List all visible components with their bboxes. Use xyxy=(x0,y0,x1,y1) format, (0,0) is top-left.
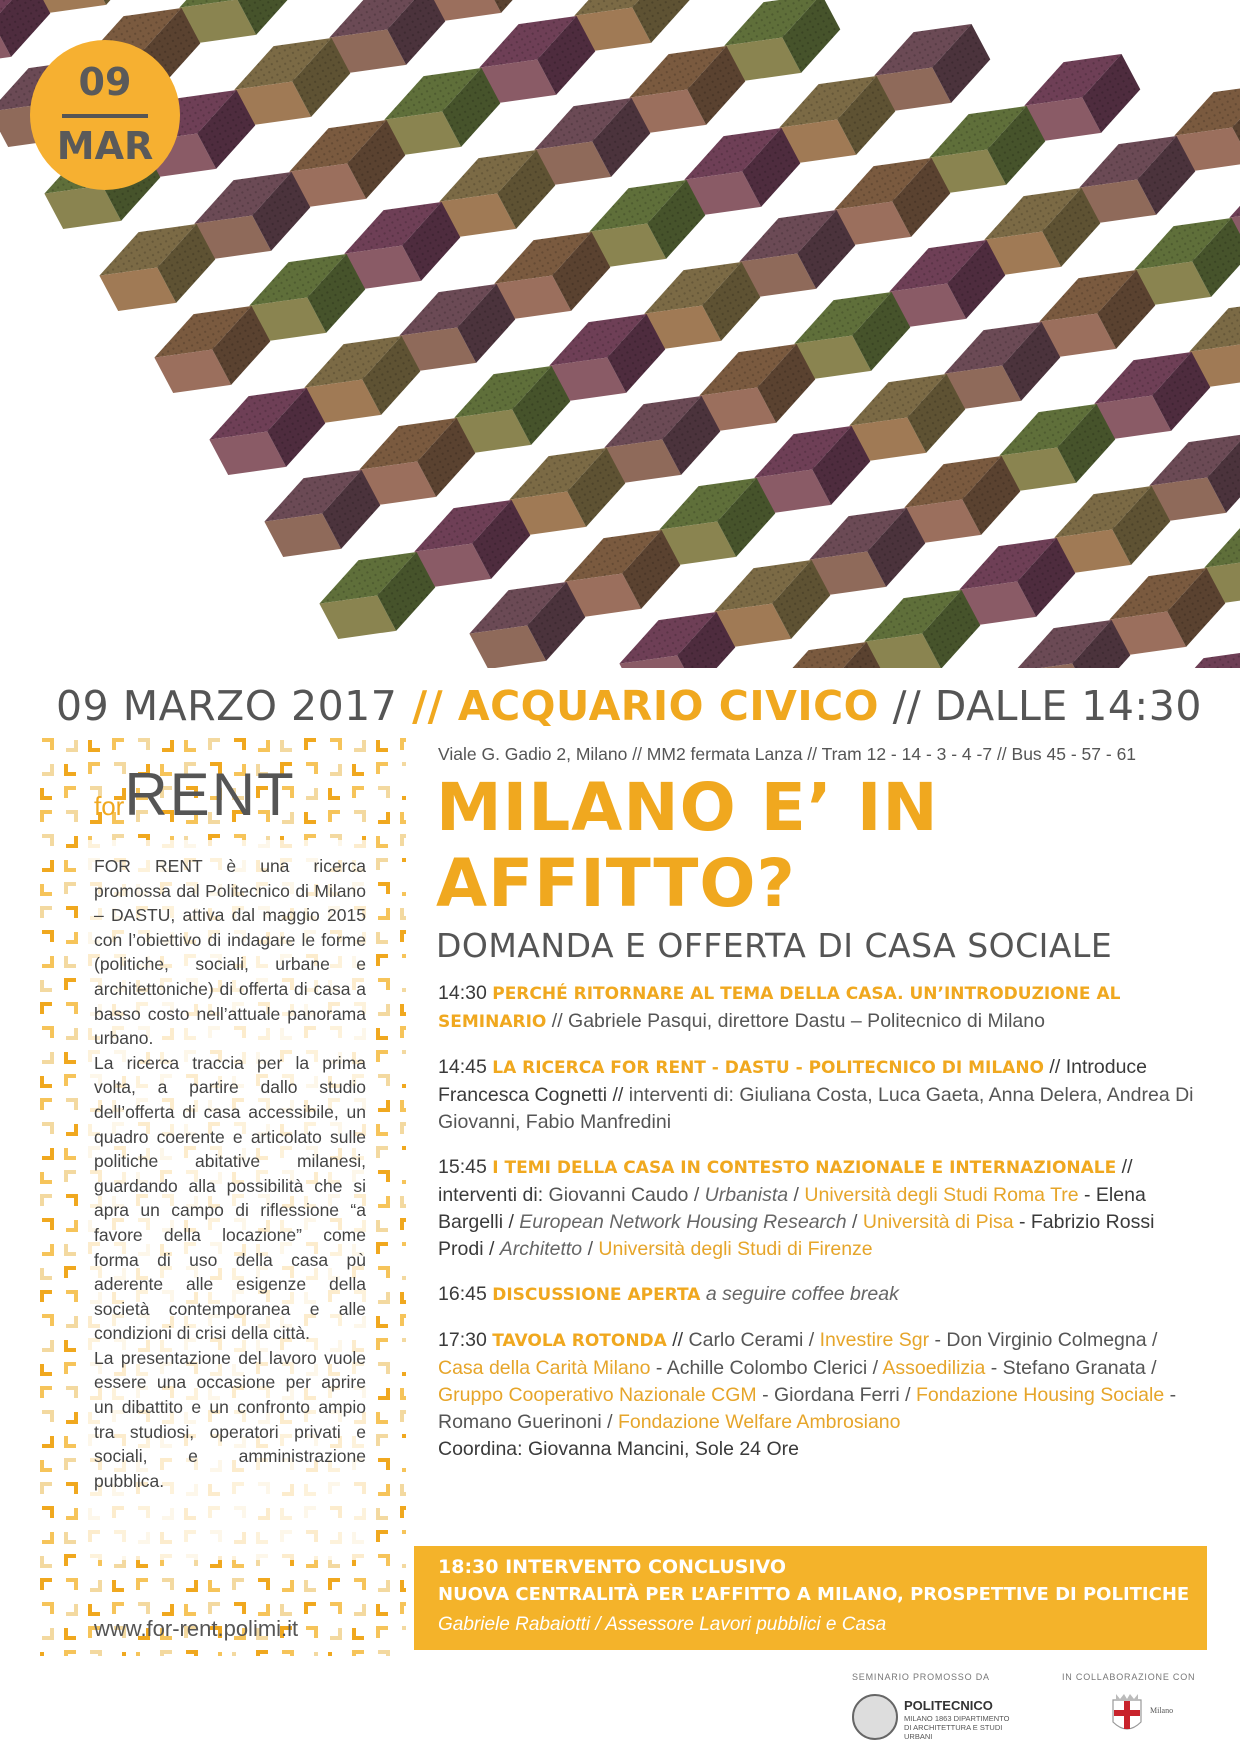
description-paragraph: FOR RENT è una ricerca promossa dal Politecnico di Milano – DASTU, attiva dal maggio 2015 con l’obiettivo di indagare le forme (politiche, sociali, urbane e architettoniche) di offerta di casa a basso costo nell’attuale panorama urbano. xyxy=(94,856,366,1049)
comune-milano-logo xyxy=(1110,1690,1230,1746)
event-venue: ACQUARIO CIVICO xyxy=(457,682,880,730)
description-paragraph: La ricerca traccia per la prima volta, a partire dallo studio dell’offerta di casa accessibile, un quadro coerente e articolato sulle politiche abitative milanesi, guardando alla possibilità che si apra un campo di riflessione “a favore della locazione” come forma di uso della casa pù aderente alle esigenze della società contemporanea e alle condizioni di crisi della città. xyxy=(94,1052,366,1344)
speaker: - Achille Colombo Clerici / xyxy=(650,1357,883,1379)
item-title: PERCHÉ RITORNARE AL TEMA DELLA CASA. UN’INTRODUZIONE AL SEMINARIO xyxy=(438,984,1121,1032)
item-title: TAVOLA ROTONDA xyxy=(492,1331,667,1351)
item-title: LA RICERCA FOR RENT - DASTU - POLITECNICO DI MILANO xyxy=(492,1058,1045,1078)
speaker-org: Università degli Studi Roma Tre xyxy=(804,1184,1079,1206)
speaker: - Romano Guerinoni / xyxy=(438,1384,1177,1433)
program-item xyxy=(438,1154,1198,1263)
project-description xyxy=(94,854,366,1493)
speaker-org: Università degli Studi di Firenze xyxy=(598,1238,873,1260)
badge-day: 09 xyxy=(78,60,132,104)
speaker-org: Assoedilizia xyxy=(882,1357,986,1379)
moderator: Coordina: Giovanna Mancini, Sole 24 Ore xyxy=(438,1438,799,1460)
badge-divider xyxy=(62,114,148,118)
separator: / xyxy=(788,1184,805,1206)
logo-small: for xyxy=(94,791,125,821)
closing-speaker: Gabriele Rabaiotti / Assessore Lavori pubblici e Casa xyxy=(438,1614,887,1635)
promoted-by-label: SEMINARIO PROMOSSO DA xyxy=(852,1672,990,1682)
separator: / xyxy=(582,1238,599,1260)
speaker: - Don Virginio Colmegna / xyxy=(929,1329,1158,1351)
item-intro: Introduce Francesca Cognetti // xyxy=(438,1056,1148,1106)
item-time: 17:30 xyxy=(438,1329,487,1351)
item-time: 14:45 xyxy=(438,1056,487,1078)
sidebar-panel xyxy=(36,730,406,1656)
separator: / xyxy=(846,1211,863,1233)
polimi-subtitle: MILANO 1863 DIPARTIMENTO DI ARCHITETTURA E STUDI URBANI xyxy=(904,1714,1010,1741)
event-info-line xyxy=(56,682,1216,730)
speaker-role: European Network Housing Research xyxy=(519,1211,847,1233)
speaker-org: Investire Sgr xyxy=(819,1329,930,1351)
speaker: - Stefano Granata / xyxy=(985,1357,1157,1379)
item-speakers: interventi di: Giuliana Costa, Luca Gaeta, Anna Delera, Andrea Di Giovanni, Fabio Manfredini xyxy=(438,1084,1194,1133)
milano-name: Milano xyxy=(1150,1706,1174,1715)
speaker: - Giordana Ferri / xyxy=(756,1384,916,1406)
event-separator: // xyxy=(397,682,458,730)
item-speakers: // Gabriele Pasqui, direttore Dastu – Politecnico di Milano xyxy=(546,1010,1045,1032)
speaker-org: Gruppo Cooperativo Nazionale CGM xyxy=(438,1384,757,1406)
speaker: Giovanni Caudo / xyxy=(543,1184,705,1206)
event-time: DALLE 14:30 xyxy=(934,682,1202,730)
item-time: 15:45 xyxy=(438,1156,487,1178)
speaker-role: Urbanista xyxy=(704,1184,789,1206)
speaker-org: Fondazione Welfare Ambrosiano xyxy=(617,1411,901,1433)
item-note: a seguire coffee break xyxy=(700,1283,899,1305)
for-rent-logo xyxy=(94,760,296,829)
event-separator: // xyxy=(879,682,935,730)
item-title: DISCUSSIONE APERTA xyxy=(492,1285,701,1305)
closing-subtitle: NUOVA CENTRALITÀ PER L’AFFITTO A MILANO, PROSPETTIVE DI POLITICHE xyxy=(438,1584,1190,1605)
speaker: - Fabrizio Rossi Prodi / xyxy=(438,1211,1155,1260)
collaboration-label: IN COLLABORAZIONE CON xyxy=(1062,1672,1196,1682)
hero-image xyxy=(0,0,1240,668)
program-list xyxy=(438,980,1198,1481)
polimi-logo xyxy=(852,1690,1052,1746)
program-item xyxy=(438,1054,1198,1136)
speaker: - Elena Bargelli / xyxy=(438,1184,1146,1233)
origami-houses-image xyxy=(0,0,1240,668)
item-lead: // interventi di: xyxy=(438,1156,1133,1206)
item-separator: // xyxy=(1044,1056,1061,1078)
speaker-role: Architetto xyxy=(499,1238,583,1260)
speaker-org: Università di Pisa xyxy=(862,1211,1014,1233)
event-date: 09 MARZO 2017 xyxy=(56,682,398,730)
program-item xyxy=(438,980,1198,1036)
logo-big: RENT xyxy=(124,761,296,828)
speaker-org: Fondazione Housing Sociale xyxy=(915,1384,1165,1406)
polimi-name: POLITECNICO xyxy=(904,1698,993,1713)
closing-title: 18:30 INTERVENTO CONCLUSIVO xyxy=(438,1556,787,1578)
polimi-seal-icon xyxy=(852,1694,898,1740)
milano-crest-icon xyxy=(1110,1692,1144,1736)
item-time: 14:30 xyxy=(438,982,487,1004)
program-item xyxy=(438,1327,1198,1463)
speaker-org: Casa della Carità Milano xyxy=(438,1357,651,1379)
description-paragraph: La presentazione del lavoro vuole essere una occasione per aprire un dibattito e un confronto ampio tra studiosi, operatori privati e sociali, e amministrazione pubblica. xyxy=(94,1347,366,1491)
item-title: I TEMI DELLA CASA IN CONTESTO NAZIONALE E INTERNAZIONALE xyxy=(492,1158,1117,1178)
item-time: 16:45 xyxy=(438,1283,487,1305)
venue-address: Viale G. Gadio 2, Milano // MM2 fermata Lanza // Tram 12 - 14 - 3 - 4 -7 // Bus 45 - 57 - 61 xyxy=(438,744,1137,764)
closing-session-box xyxy=(414,1546,1207,1650)
date-badge xyxy=(30,40,180,190)
page-title: MILANO E’ IN AFFITTO? xyxy=(436,769,939,922)
badge-month: MAR xyxy=(56,124,154,168)
speaker: Carlo Cerami / xyxy=(683,1329,820,1351)
item-separator: // xyxy=(666,1329,684,1351)
website-link[interactable]: www.for-rent.polimi.it xyxy=(94,1616,299,1641)
program-item xyxy=(438,1281,1198,1309)
page-subtitle: DOMANDA E OFFERTA DI CASA SOCIALE xyxy=(436,926,1113,965)
